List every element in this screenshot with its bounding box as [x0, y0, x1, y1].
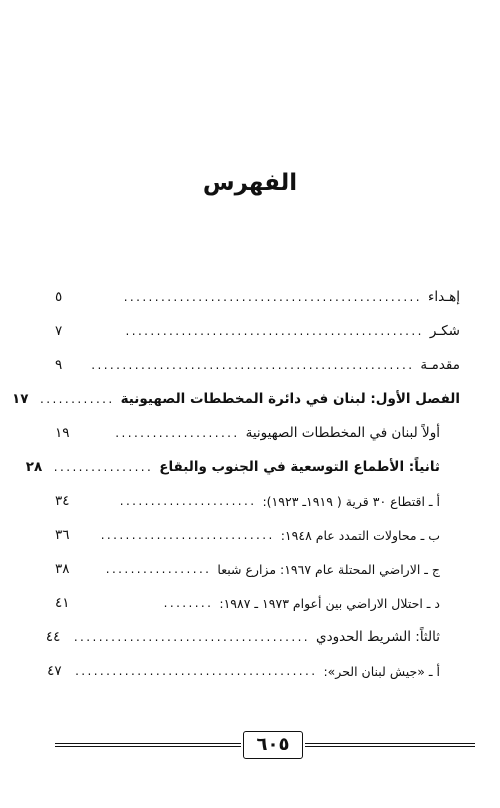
- toc-entry-label: أ ـ «جيش لبنان الحر»:: [323, 663, 440, 679]
- toc-entry-page-number: ١٩: [55, 425, 70, 441]
- toc-entry-page-number: ٤١: [55, 595, 70, 611]
- toc-entry-label: أولاً لبنان في المخططات الصهيونية: [245, 425, 440, 441]
- toc-entry: [55, 552, 460, 586]
- toc-entry-label: شكـر: [429, 323, 460, 339]
- page-footer: [55, 731, 475, 761]
- toc-entry-page-number: ٢٨: [25, 459, 43, 475]
- toc-entry-page-number: ٧: [55, 323, 63, 339]
- footer-rule-right: [305, 743, 475, 747]
- toc-entry-page-number: ٤٧: [47, 663, 62, 679]
- toc-entry-label: ج ـ الاراضي المحتلة عام ١٩٦٧: مزارع شبعا: [217, 561, 440, 577]
- footer-rule-left: [55, 743, 241, 747]
- toc-entry-label: ثانياً: الأطماع التوسعية في الجنوب والبقاع: [159, 459, 440, 475]
- toc-entry-label: الفصل الأول: لبنان في دائرة المخططات الصهيونية: [120, 391, 460, 407]
- toc-entry: [55, 586, 460, 620]
- toc-leader-dots: ................................................: [125, 324, 424, 338]
- toc-leader-dots: .................: [105, 562, 212, 576]
- toc-entry-label: ثالثاً: الشريط الحدودي: [316, 629, 440, 645]
- toc-leader-dots: ....................................................: [91, 358, 415, 372]
- toc-entry: [45, 620, 460, 654]
- toc-leader-dots: ............................: [100, 528, 275, 542]
- toc-entry: [55, 280, 460, 314]
- toc-entry-page-number: ٥: [55, 289, 63, 305]
- toc-entry-page-number: ٤٤: [45, 629, 61, 645]
- toc-entry: [55, 314, 460, 348]
- toc-entry-label: إهـداء: [427, 289, 460, 305]
- toc-entry: [55, 518, 460, 552]
- toc-entry-label: ب ـ محاولات التمدد عام ١٩٤٨:: [280, 527, 440, 543]
- toc-entry-label: أ ـ اقتطاع ٣٠ قرية ( ١٩١٩ـ ١٩٢٣):: [262, 493, 440, 509]
- toc-entry-page-number: ٣٦: [55, 527, 70, 543]
- toc-leader-dots: ........: [163, 596, 214, 610]
- toc-entry: [47, 654, 460, 688]
- toc-leader-dots: ......................: [119, 494, 257, 508]
- toc-entry-label: د ـ احتلال الاراضي بين أعوام ١٩٧٣ ـ ١٩٨٧:: [219, 595, 440, 611]
- toc-leader-dots: ................................................: [123, 290, 422, 304]
- toc-entry-page-number: ٩: [55, 357, 63, 373]
- toc-entry: [55, 348, 460, 382]
- toc-leader-dots: ....................: [115, 426, 240, 440]
- toc-leader-dots: ............: [40, 392, 115, 406]
- toc-entry: [55, 416, 460, 450]
- toc-entry: [12, 382, 460, 416]
- page-number: ٦٠٥: [243, 731, 303, 759]
- toc-leader-dots: ................: [53, 460, 154, 474]
- toc-leader-dots: .......................................: [75, 664, 318, 678]
- toc-entry-page-number: ٣٤: [55, 493, 70, 509]
- toc-entry: [55, 484, 460, 518]
- page-title: الفهرس: [202, 170, 298, 196]
- table-of-contents: [12, 280, 460, 688]
- toc-entry-label: مقدمـة: [420, 357, 460, 373]
- toc-entry-page-number: ٣٨: [55, 561, 70, 577]
- toc-leader-dots: ......................................: [73, 630, 310, 644]
- toc-entry: [25, 450, 460, 484]
- toc-entry-page-number: ١٧: [12, 391, 29, 407]
